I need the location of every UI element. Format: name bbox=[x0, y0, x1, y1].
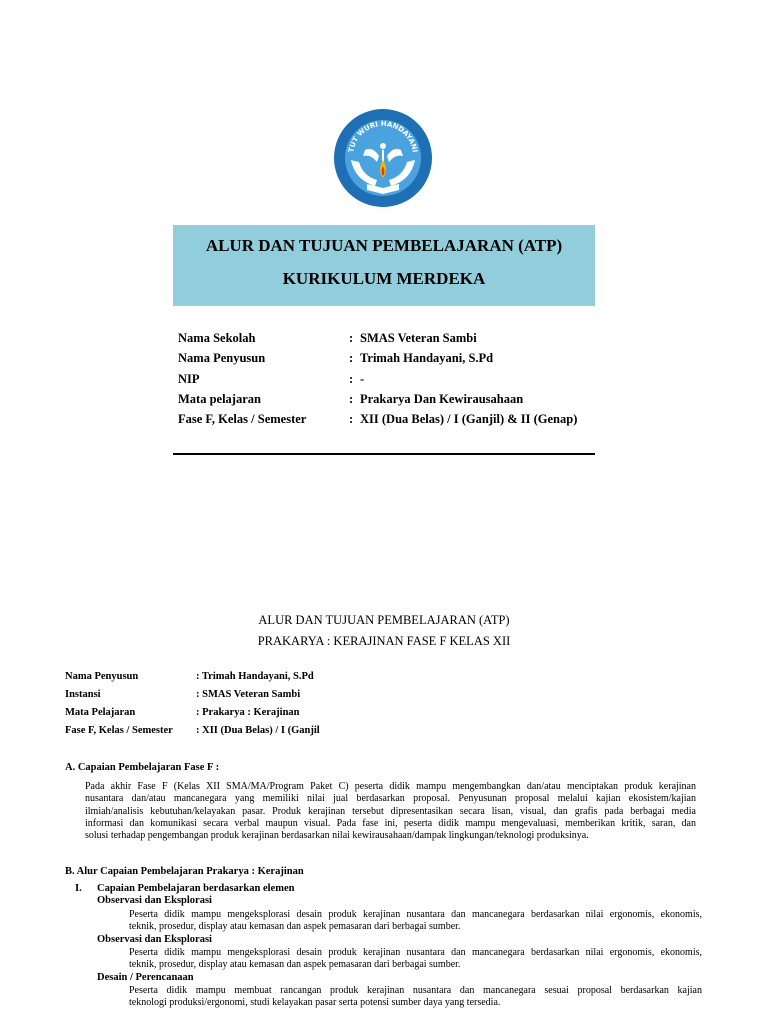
paragraph-line: informasi dan komunikasi secara verbal maupun visual. Pada fase ini, peserta didik mampu mengevaluasi, memberikan kritik, saran, dan bbox=[85, 817, 696, 829]
svg-text:TUT WURI HANDAYANI: TUT WURI HANDAYANI bbox=[347, 119, 419, 154]
cover-info-label: NIP bbox=[178, 371, 200, 386]
element-description bbox=[129, 947, 702, 972]
element-description bbox=[129, 909, 702, 934]
paragraph-line: Peserta didik mampu mengeksplorasi desain produk kerajinan nusantara dan mancanegara berdasarkan nilai ergonomis, ekonomis, bbox=[129, 947, 702, 958]
cover-info-value: Prakarya Dan Kewirausahaan bbox=[360, 391, 524, 406]
paragraph-line: teknik, prosedur, display atau kemasan dan aspek pemasaran dari berbagai sumber. bbox=[129, 921, 461, 933]
section-info-label: Instansi bbox=[65, 689, 101, 700]
cover-info-label: Fase F, Kelas / Semester bbox=[178, 412, 307, 427]
paragraph-line: Peserta didik mampu mengeksplorasi desain produk kerajinan nusantara dan mancanegara berdasarkan nilai ergonomis, ekonomis, bbox=[129, 909, 702, 920]
cover-title-line2: KURIKULUM MERDEKA bbox=[282, 269, 486, 288]
paragraph-line: teknik, prosedur, display atau kemasan dan aspek pemasaran dari berbagai sumber. bbox=[129, 959, 461, 971]
section-info-value: : Trimah Handayani, S.Pd bbox=[196, 671, 314, 682]
paragraph-line: Pada akhir Fase F (Kelas XII SMA/MA/Program Paket C) peserta didik mampu mengembangkan dan/atau menciptakan produk kerajinan bbox=[85, 781, 696, 792]
section-info-row bbox=[65, 689, 465, 707]
section-info-label: Nama Penyusun bbox=[65, 671, 139, 682]
paragraph-line: Peserta didik mampu membuat rancangan produk kerajinan nusantara dan mancanegara sesuai proposal berdasarkan kajian bbox=[129, 985, 702, 996]
heading-a: A. Capaian Pembelajaran Fase F : bbox=[65, 762, 220, 773]
cover-divider bbox=[173, 453, 595, 455]
cover-title-box bbox=[173, 225, 595, 306]
heading-b: B. Alur Capaian Pembelajaran Prakarya : Kerajinan bbox=[65, 866, 304, 877]
paragraph-a bbox=[85, 781, 696, 842]
cover-info-row: NIP : - bbox=[178, 371, 365, 386]
cover-info-row: Nama Penyusun : Trimah Handayani, S.Pd bbox=[178, 351, 494, 366]
cover-info-row: Nama Sekolah : SMAS Veteran Sambi bbox=[178, 331, 477, 345]
cover-info-row: Mata pelajaran : Prakarya Dan Kewirausahaan bbox=[178, 391, 524, 406]
paragraph-line: nusantara dan/atau mancanegara yang memiliki nilai jual berdasarkan proposal. Penyusunan proposal melalui kajian ekosistem/kajian bbox=[85, 793, 696, 805]
heading-i-text: Capaian Pembelajaran berdasarkan elemen bbox=[97, 883, 295, 894]
cover-title-line1: ALUR DAN TUJUAN PEMBELAJARAN (ATP) bbox=[205, 236, 563, 255]
cover-info-value: XII (Dua Belas) / I (Ganjil) & II (Genap) bbox=[360, 412, 578, 427]
paragraph-line: ilmiah/analisis kebutuhan/kelayakan pasar. Produk kerajinan tersebut dipresentasikan secara lisan, visual, dan grafis pada berbagai media bbox=[85, 805, 696, 817]
cover-info-value: Trimah Handayani, S.Pd bbox=[360, 351, 494, 366]
cover-info-value: SMAS Veteran Sambi bbox=[360, 331, 477, 345]
section-info-row bbox=[65, 707, 465, 725]
section-info-row bbox=[65, 725, 465, 743]
section-info-label: Mata Pelajaran bbox=[65, 707, 136, 718]
cover-info-value: - bbox=[360, 371, 365, 386]
element-description bbox=[129, 985, 702, 1010]
cover-info-row: Fase F, Kelas / Semester : XII (Dua Belas) / I (Ganjil) & II (Genap) bbox=[178, 412, 578, 427]
section-info-row bbox=[65, 671, 465, 689]
section-info bbox=[65, 671, 465, 743]
section-info-value: : Prakarya : Kerajinan bbox=[196, 707, 300, 718]
cover-info-label: Nama Sekolah bbox=[178, 331, 256, 345]
heading-i-number: I. bbox=[75, 883, 82, 894]
paragraph-line: solusi terhadap pengembangan produk kerajinan berdasarkan nilai kewirausahaan/dampak lingkungan/teknologi produksinya. bbox=[85, 830, 589, 842]
element-title: Observasi dan Eksplorasi bbox=[97, 895, 212, 906]
section-info-value: : SMAS Veteran Sambi bbox=[196, 689, 301, 700]
section-info-value: : XII (Dua Belas) / I (Ganjil bbox=[196, 725, 320, 736]
section-title-line2: PRAKARYA : KERAJINAN FASE F KELAS XII bbox=[257, 634, 511, 648]
paragraph-line: teknologi produksi/ergonomi, studi kelayakan pasar serta potensi sumber daya yang tersedia. bbox=[129, 997, 501, 1009]
cover-info bbox=[178, 331, 598, 432]
element-title: Desain / Perencanaan bbox=[97, 972, 194, 983]
tut-wuri-handayani-logo bbox=[333, 104, 433, 208]
section-info-label: Fase F, Kelas / Semester bbox=[65, 725, 173, 736]
cover-info-label: Mata pelajaran bbox=[178, 391, 261, 406]
section-title-line1: ALUR DAN TUJUAN PEMBELAJARAN (ATP) bbox=[258, 613, 510, 627]
cover-info-label: Nama Penyusun bbox=[178, 351, 266, 366]
element-title: Observasi dan Eksplorasi bbox=[97, 934, 212, 945]
